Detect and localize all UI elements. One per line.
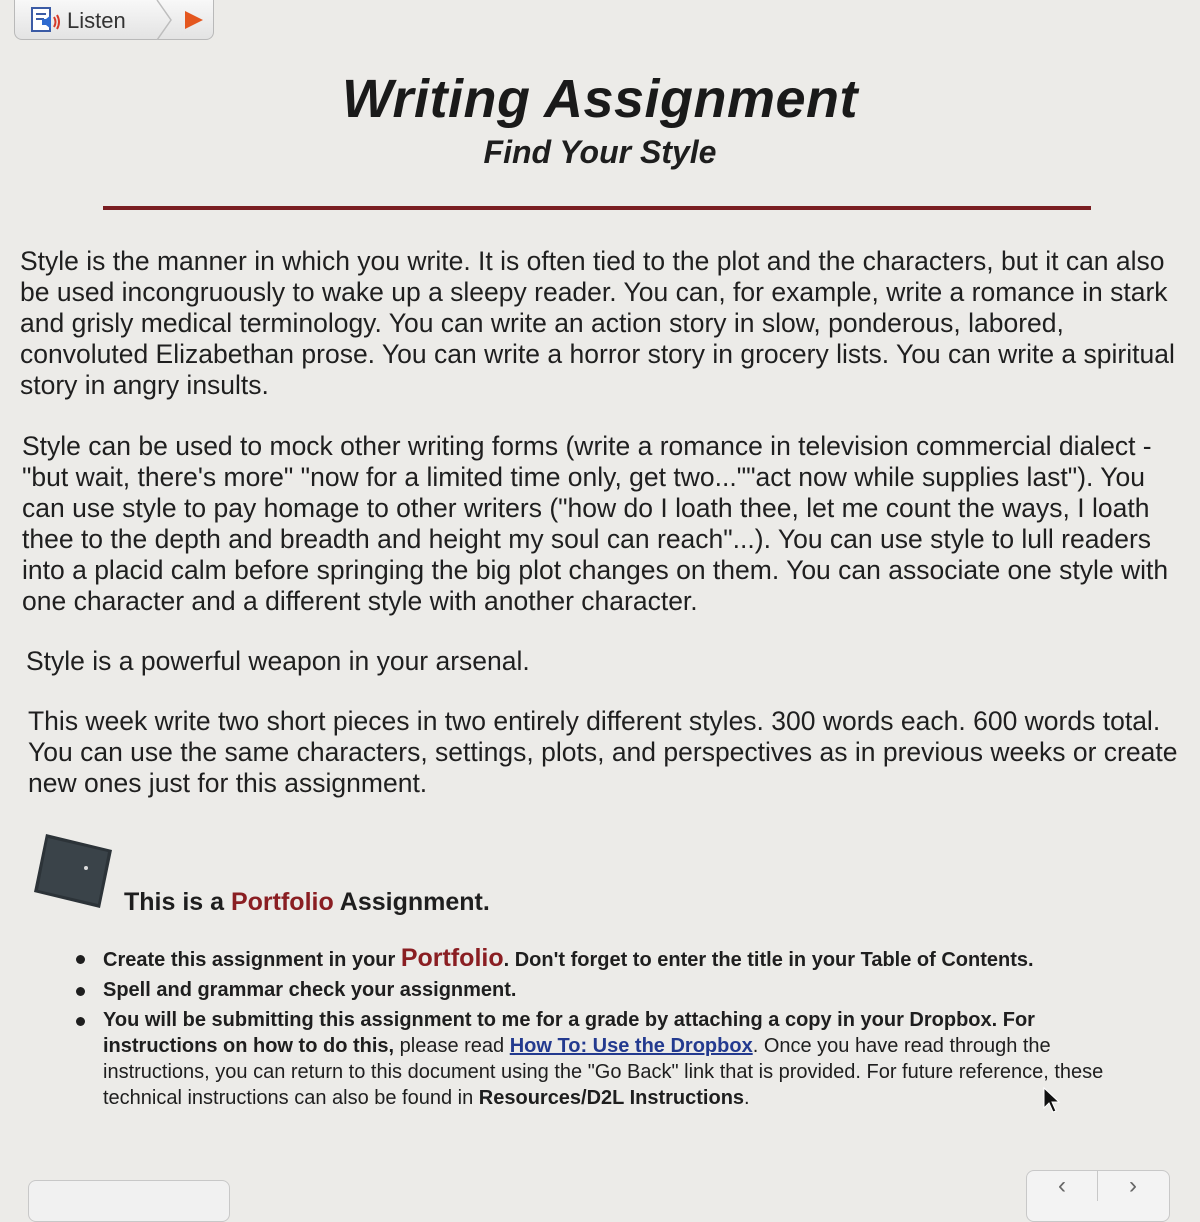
list-item <box>70 1007 1150 1111</box>
listen-toolbar <box>14 0 214 40</box>
item3-resources: Resources/D2L Instructions <box>478 1087 745 1109</box>
paragraph-mock-forms: Style can be used to mock other writing forms (write a romance in television commercial dialect - "but wait, there's more" "now for a limited time only, get two...""act now while supplies last"). You can use style to pay homage to other writers ("how do I loath thee, let me count the ways, I loath thee to the depth and breadth and height my soul can reach"...). You can use style to lull readers into a placid calm before springing the big plot changes on them. You can associate one style with one character and a different style with another character. <box>22 431 1169 616</box>
item2-text: Spell and grammar check your assignment. <box>103 979 517 1001</box>
page-subtitle: Find Your Style <box>483 134 717 170</box>
item1-suffix: . Don't forget to enter the title in your Table of Contents. <box>503 949 1034 971</box>
play-icon[interactable] <box>175 0 211 39</box>
item3-end: . <box>744 1087 750 1109</box>
list-item <box>70 977 1150 1003</box>
toolbar-separator <box>155 0 175 40</box>
book-icon <box>34 830 114 910</box>
mouse-cursor-icon <box>1042 1086 1062 1114</box>
listen-button[interactable] <box>15 0 155 39</box>
instruction-list <box>70 945 1150 1115</box>
speaker-icon <box>31 7 61 33</box>
item3-bold: You will be submitting this assignment to me for a grade by attaching a copy in your Dropbox. For instructions on how to do this, <box>103 1009 1035 1057</box>
item3-post-link: . Once you have read through the instructions, you can return to this document using the "Go Back" link that is provided. For future reference, these technical instructions can also be found in <box>103 1035 1104 1109</box>
portfolio-suffix: Assignment. <box>333 888 490 916</box>
paragraph-weapon: Style is a powerful weapon in your arsenal. <box>26 646 530 676</box>
item1-prefix: Create this assignment in your <box>103 949 401 971</box>
title-divider <box>103 206 1091 210</box>
paragraph-task: This week write two short pieces in two entirely different styles. 300 words each. 600 words total. You can use the same characters, settings, plots, and perspectives as in previous weeks or create new ones just for this assignment. <box>28 706 1178 798</box>
list-item <box>70 945 1150 973</box>
item1-portfolio: Portfolio <box>400 944 504 972</box>
portfolio-notice <box>124 888 490 917</box>
listen-label: Listen <box>67 8 126 33</box>
page-navigation <box>1026 1170 1170 1222</box>
page-title: Writing Assignment <box>341 69 858 129</box>
dropbox-howto-link[interactable]: How To: Use the Dropbox <box>509 1035 753 1057</box>
portfolio-highlight: Portfolio <box>230 888 334 916</box>
item3-pre-link: please read <box>394 1035 510 1057</box>
portfolio-prefix: This is a <box>124 888 231 916</box>
bottom-left-button[interactable] <box>28 1180 230 1222</box>
chevron-left-icon[interactable]: ‹ <box>1027 1171 1098 1201</box>
chevron-right-icon[interactable]: › <box>1129 1172 1137 1199</box>
paragraph-intro: Style is the manner in which you write. It is often tied to the plot and the characters, but it can also be used incongruously to wake up a sleepy reader. You can, for example, write a romance in stark and grisly medical terminology. You can write an action story in slow, ponderous, labored, convoluted Elizabethan prose. You can write a horror story in grocery lists. You can write a spiritual story in angry insults. <box>20 246 1175 400</box>
